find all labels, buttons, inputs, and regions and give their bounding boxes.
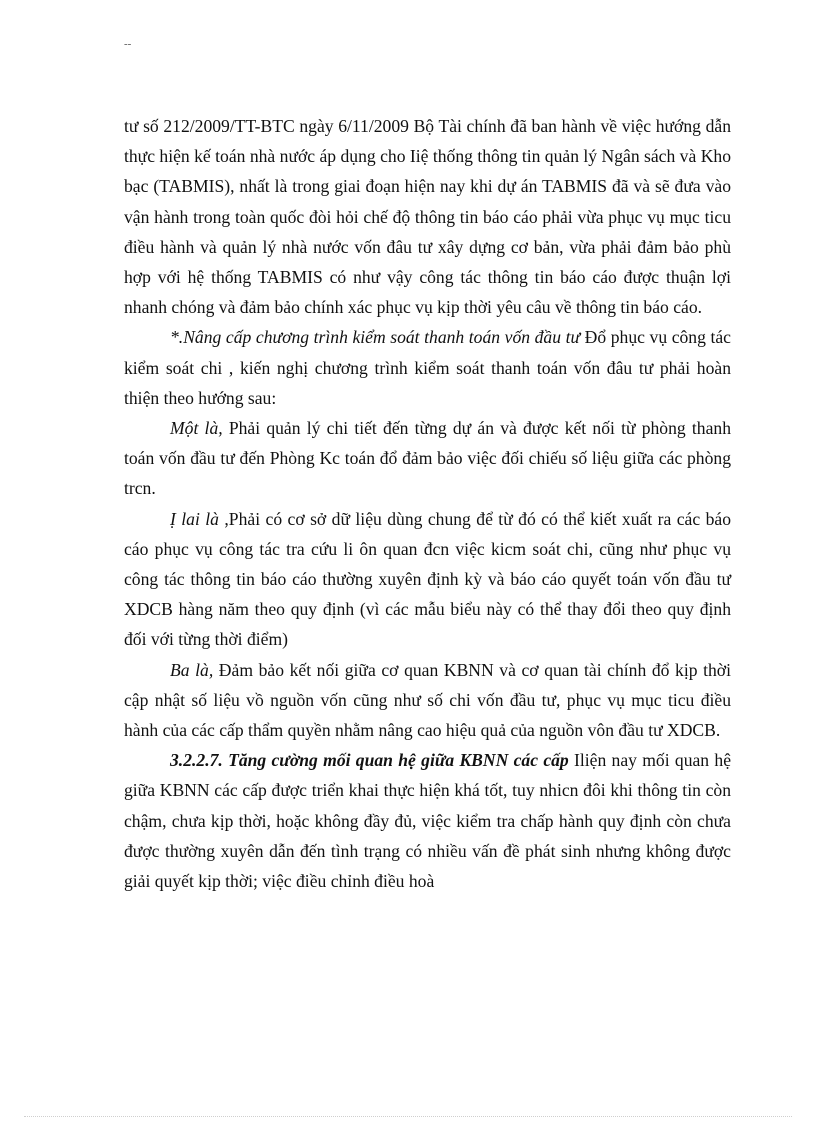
page-header-mark: -- — [124, 38, 132, 50]
paragraph-4-lead: Ị lai là — [170, 508, 219, 529]
paragraph-3 — [124, 413, 731, 504]
document-body — [124, 111, 731, 896]
paragraph-5-lead: Ba là, — [170, 659, 214, 680]
paragraph-2-text: Đổ phục vụ công tác kiểm soát chi , kiến nghị chương trình kiểm soát thanh toán vốn đâu tư phải hoàn thiện theo hướng sau: — [124, 327, 731, 408]
paragraph-1 — [124, 111, 731, 322]
paragraph-2-heading: *.Nâng cấp chương trình kiểm soát thanh toán vốn đầu tư — [170, 327, 581, 348]
paragraph-4 — [124, 504, 731, 655]
page-bottom-divider — [24, 1116, 792, 1117]
section-heading-3-2-2-7: 3.2.2.7. Tăng cường mối quan hệ giữa KBNN các cấp — [170, 750, 569, 771]
paragraph-5 — [124, 655, 731, 746]
paragraph-6-text: Iliện nay mối quan hệ giữa KBNN các cấp được triển khai thực hiện khá tốt, tuy nhicn đôi khi thông tin còn chậm, chưa kịp thời, hoặc không đầy đủ, việc kiểm tra chấp hành quy định còn chưa được thường xuyên dẫn đến tình trạng có nhiều vấn đề phát sinh nhưng không được giải quyết kịp thời; việc điều chỉnh điều hoà — [124, 750, 731, 892]
paragraph-3-text: Phải quản lý chi tiết đến từng dự án và được kết nối từ phòng thanh toán vốn đầu tư đến Phòng Kc toán đổ đảm bảo việc đối chiếu số liệu giữa các phòng trcn. — [124, 418, 731, 499]
paragraph-1-text: tư số 212/2009/TT-BTC ngày 6/11/2009 Bộ Tài chính đã ban hành về việc hướng dẫn thực hiện kế toán nhà nước áp dụng cho Iiệ thống thông tin quản lý Ngân sách và Kho bạc (TABMIS), nhất là trong giai đoạn hiện nay khi dự án TABMIS đã và sẽ đưa vào vận hành trong toàn quốc đòi hỏi chế độ thông tin báo cáo phải vừa phục vụ mục ticu điều hành và quản lý nhà nước vốn đâu tư xây dựng cơ bản, vừa phải đảm bảo phù hợp với hệ thống TABMIS có như vậy công tác thông tin báo cáo được thuận lợi nhanh chóng và đảm bảo chính xác phục vụ kịp thời yêu câu về thông tin báo cáo. — [124, 116, 731, 318]
paragraph-2 — [124, 322, 731, 413]
paragraph-6 — [124, 745, 731, 896]
paragraph-5-text: Đảm bảo kết nối giữa cơ quan KBNN và cơ quan tài chính đổ kịp thời cập nhật số liệu vồ nguồn vốn cũng như số chi vốn đầu tư, phục vụ mục ticu điều hành của các cấp thẩm quyền nhằm nâng cao hiệu quả của nguồn vôn đầu tư XDCB. — [124, 659, 731, 741]
paragraph-4-text: ,Phải có cơ sở dữ liệu dùng chung để từ đó có thể kiết xuất ra các báo cáo phục vụ công tác tra cứu li ôn quan đcn việc kicm soát chi, cũng như phục vụ công tác thông tin báo cáo thường xuyên định kỳ và báo cáo quyết toán vốn đầu tư XDCB hàng năm theo quy định (vì các mẫu biểu này có thể thay đổi theo quy định đối với từng thời điểm) — [124, 508, 732, 650]
paragraph-3-lead: Một là, — [170, 418, 223, 439]
